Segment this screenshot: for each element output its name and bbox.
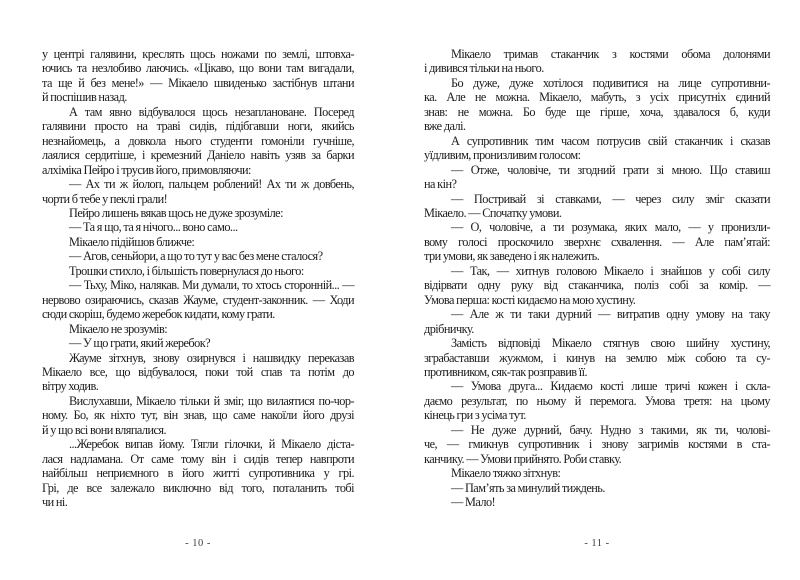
- text-line: зграбаставши жужмом, і кинув на землю між собою та су-: [424, 350, 770, 365]
- text-line: три умови, як заведено і як належить.: [424, 249, 600, 264]
- text-line: Мікаело все, що відбувалося, поки той спав та потім до: [42, 364, 354, 379]
- text-line: даємо результат, по ньому й перемога. Умова третя: на цьому: [424, 393, 770, 408]
- page-left-number: - 10 -: [185, 538, 211, 549]
- text-line: у центрі галявини, креслять щось ножами по землі, штовха-: [42, 47, 354, 61]
- text-line: Мікаело підійшов ближче:: [69, 234, 195, 249]
- page-right-text: [424, 47, 770, 510]
- text-line: — О, чоловіче, а ти розумака, яких мало, — у пронизли-: [451, 220, 770, 235]
- text-line: Вислухавши, Мікаело тільки й зміг, що вилаятися по-чор-: [69, 393, 354, 408]
- text-line: незнайомець, а довкола нього студенти гомоніли гучніше,: [42, 133, 354, 148]
- text-line: дрібничку.: [424, 321, 474, 336]
- text-line: й у що всі вони вляпалися.: [42, 422, 167, 437]
- text-line: чи ні.: [42, 495, 68, 510]
- text-line: Замість відповіді Мікаело стягнув свою шийну хустину,: [451, 336, 770, 351]
- text-line: Мікаело не зрозумів:: [69, 321, 168, 336]
- text-line: — Постривай зі ставками, — через силу зміг сказати: [451, 191, 770, 206]
- text-line: ка. Але не можна. Мікаело, мабуть, з усіх присутніх єдиний: [424, 90, 770, 105]
- text-line: Грі, де все залежало виключно від того, поталанить тобі: [42, 480, 354, 495]
- page-right: [424, 0, 770, 580]
- text-line: Пейро лишень вякав щось не дуже зрозуміле:: [69, 205, 283, 220]
- text-line: на кін?: [424, 177, 457, 192]
- text-line: ...Жеребок випав йому. Тягли гілочки, й Мікаело діста-: [69, 437, 354, 452]
- text-line: — Мало!: [451, 495, 496, 510]
- text-line: — Так, — хитнув головою Мікаело і знайшов у собі силу: [451, 263, 770, 278]
- text-line: — У що грати, який жеребок?: [69, 336, 211, 351]
- text-line: — Ах ти ж йолоп, пальцем роблений! Ах ти ж довбень,: [69, 177, 354, 192]
- text-line: — Але ж ти таки дурний — витратив одну умову на таку: [451, 307, 770, 322]
- text-line: і дивився тільки на нього.: [424, 61, 544, 76]
- text-line: Жауме зітхнув, знову озирнувся і нашвидку переказав: [69, 350, 354, 365]
- text-line: Умова перша: кості кидаємо на мою хустину.: [424, 292, 636, 307]
- text-line: ючись та незлобиво лаючись. «Цікаво, що вони там вигадали,: [42, 61, 354, 76]
- page-right-number: - 11 -: [584, 538, 610, 549]
- text-line: — Пам’ять за минулий тиждень.: [451, 480, 605, 495]
- text-line: — Не дуже дурний, бачу. Нудно з такими, як ти, чолові-: [451, 422, 770, 437]
- text-line: відірвати одну руку від стаканчика, поліз собі за комір. —: [424, 278, 770, 293]
- text-line: — Отже, чоловіче, ти згодний грати зі мною. Що ставиш: [451, 162, 770, 177]
- text-line: Мікаело тяжко зітхнув:: [451, 466, 561, 481]
- page-left: [42, 0, 354, 580]
- text-line: Трошки стихло, і більшість повернулася до нього:: [69, 263, 304, 278]
- text-line: алхіміка Пейро і трусив його, примовляючи:: [42, 162, 251, 177]
- text-line: лаялися сердитіше, і кремезний Даніело навіть узяв за барки: [42, 148, 354, 163]
- text-line: й поспішив назад.: [42, 90, 127, 105]
- text-line: знав: не можна. Бо буде ще гірше, хоча, здавалося б, куди: [424, 104, 770, 119]
- text-line: ному. Бо, як ніхто тут, він знав, що саме накоїли його друзі: [42, 408, 354, 423]
- text-line: та ще й без мене!» — Мікаело швиденько застібнув штани: [42, 75, 354, 90]
- text-line: противником, сяк-так розправив її.: [424, 364, 587, 379]
- text-line: Мікаело. — Спочатку умови.: [424, 205, 562, 220]
- text-line: кінець гри з усіма тут.: [424, 408, 526, 423]
- text-line: чорти б тебе у пеклі грали!: [42, 191, 168, 206]
- text-line: галявини просто на траві сидів, підібгавши ноги, якийсь: [42, 119, 354, 134]
- text-line: А там явно відбувалося щось незаплановане. Посеред: [69, 104, 354, 119]
- text-line: — Умова друга... Кидаємо кості лише тричі кожен і скла-: [451, 379, 770, 394]
- text-line: — Агов, сеньйори, а що то тут у вас без мене сталося?: [69, 249, 323, 264]
- text-line: че, — гмикнув супротивник і знову загримів костями в ста-: [424, 437, 770, 452]
- text-line: Мікаело тримав стаканчик з костями обома долонями: [451, 47, 770, 61]
- text-line: нервово озираючись, сказав Жауме, студент-законник. — Ходи: [42, 292, 354, 307]
- text-line: Бо дуже, дуже хотілося подивитися на лице супротивни-: [451, 75, 770, 90]
- text-line: — Та я що, та я нічого... воно само...: [69, 220, 238, 235]
- text-line: А супротивник тим часом потрусив свій стаканчик і сказав: [451, 133, 770, 148]
- text-line: вже далі.: [424, 119, 466, 134]
- page-left-text: [42, 47, 354, 510]
- text-line: сюди скоріш, будемо жеребок кидати, кому грати.: [42, 307, 275, 322]
- text-line: вітру ходив.: [42, 379, 99, 394]
- text-line: вому голосі проскочило зверхнє схвалення. — Але пам’ятай:: [424, 234, 770, 249]
- text-line: найбільш неприємного в його житті супротивника у грі.: [42, 466, 354, 481]
- text-line: уїдливим, пронизливим голосом:: [424, 148, 581, 163]
- text-line: — Тьху, Міко, налякав. Ми думали, то хтось сторонній... —: [69, 278, 354, 293]
- text-line: лася надламана. От саме тому він і сидів тепер навпроти: [42, 451, 354, 466]
- text-line: канчику. — Умови прийнято. Роби ставку.: [424, 451, 622, 466]
